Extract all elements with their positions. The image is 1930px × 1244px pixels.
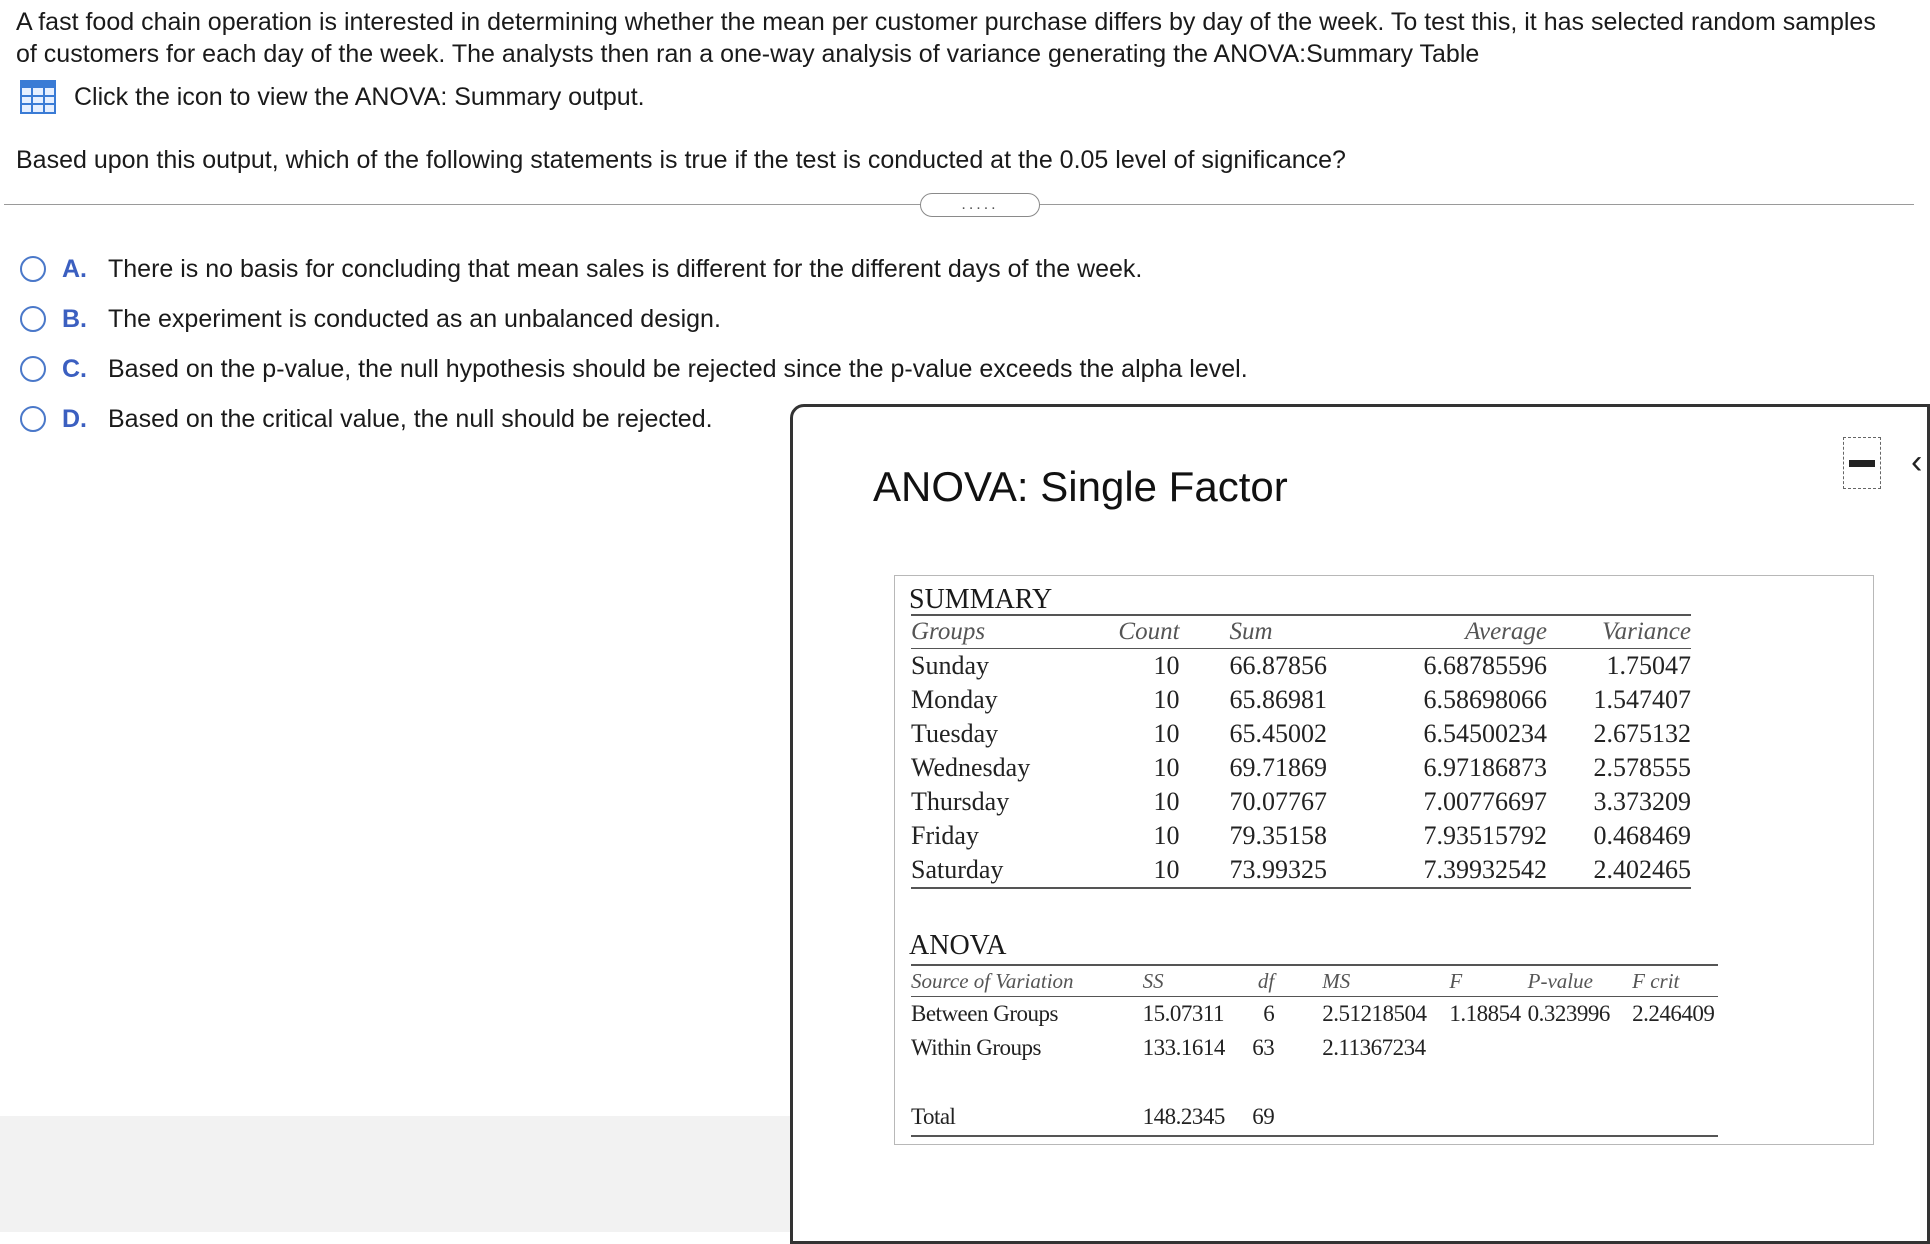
group-average: 7.00776697 [1423,787,1547,816]
group-variance: 2.578555 [1593,753,1691,782]
option-a[interactable] [20,244,1248,294]
table-row [911,683,1691,717]
group-average: 7.39932542 [1365,853,1547,888]
anova-output-image [894,575,1874,1145]
group-average: 7.93515792 [1423,821,1547,850]
view-output-link[interactable] [20,80,645,114]
view-output-link-text[interactable]: Click the icon to view the ANOVA: Summary output. [74,82,645,111]
summary-header-count: Count [1093,615,1180,649]
group-count: 10 [1153,821,1180,850]
group-average: 6.97186873 [1423,753,1547,782]
anova-header-ms: MS [1278,965,1449,997]
anova-table [911,964,1718,1137]
table-row-total [911,1099,1718,1136]
group-name: Saturday [911,853,1093,888]
group-name: Tuesday [911,719,999,748]
question-prompt: Based upon this output, which of the following statements is true if the test is conducted at the 0.05 level of significance? [16,146,1346,174]
group-sum: 70.07767 [1229,787,1328,816]
table-row [911,819,1691,853]
option-c-letter: C. [62,354,87,383]
source-between: Between Groups [911,1001,1058,1026]
group-sum: 73.99325 [1180,853,1365,888]
group-variance: 3.373209 [1593,787,1691,816]
question-intro [16,6,1896,70]
question-intro-text: A fast food chain operation is interested in determining whether the mean per customer purchase differs by day of the week. To test this, it has selected random samples of customers for each day of the week. The analysts then ran a one-way analysis of variance generating the ANOVA:Summary Table [16,8,1876,68]
table-row [911,717,1691,751]
ms-between: 2.51218504 [1322,1001,1427,1026]
summary-header-groups: Groups [911,615,1093,649]
table-row-between [911,997,1718,1032]
option-b[interactable] [20,294,1248,344]
anova-header-ss: SS [1143,965,1237,997]
option-a-text[interactable]: There is no basis for concluding that mean sales is different for the different days of the week. [108,254,1143,283]
anova-header-df: df [1237,965,1279,997]
radio-a[interactable] [20,256,46,282]
f-critical: 2.246409 [1632,1001,1715,1026]
df-total: 69 [1237,1099,1279,1136]
group-sum: 65.86981 [1229,685,1328,714]
group-variance: 2.675132 [1593,719,1691,748]
group-name: Monday [911,685,998,714]
group-variance: 0.468469 [1593,821,1691,850]
p-value: 0.323996 [1527,1001,1610,1026]
group-name: Sunday [911,651,989,680]
group-average: 6.58698066 [1423,685,1547,714]
group-average: 6.54500234 [1423,719,1547,748]
group-count: 10 [1153,685,1180,714]
group-sum: 79.35158 [1229,821,1328,850]
close-icon[interactable]: ‹ [1911,443,1923,481]
option-b-text[interactable]: The experiment is conducted as an unbalanced design. [108,304,721,333]
group-name: Thursday [911,787,1010,816]
option-a-letter: A. [62,254,87,283]
source-total: Total [911,1099,1143,1136]
group-sum: 65.45002 [1229,719,1328,748]
option-d-text[interactable]: Based on the critical value, the null should be rejected. [108,404,713,433]
group-variance: 2.402465 [1547,853,1691,888]
table-row-within [911,1031,1718,1065]
group-variance: 1.75047 [1606,651,1691,680]
expand-more-button[interactable]: ..... [920,193,1040,217]
option-c[interactable] [20,344,1248,394]
minimize-icon [1849,460,1875,467]
group-count: 10 [1153,787,1180,816]
summary-table [911,614,1691,889]
popup-title: ANOVA: Single Factor [873,463,1288,510]
summary-header-variance: Variance [1547,615,1691,649]
minimize-button[interactable] [1843,437,1881,489]
option-b-letter: B. [62,304,87,333]
df-between: 6 [1263,1001,1275,1026]
group-count: 10 [1153,753,1180,782]
group-count: 10 [1153,651,1180,680]
anova-header-f-crit: F crit [1632,965,1718,997]
table-row [911,649,1691,684]
source-within: Within Groups [911,1035,1041,1060]
group-sum: 69.71869 [1229,753,1328,782]
summary-header-average: Average [1365,615,1547,649]
anova-header-f: F [1449,965,1523,997]
group-count: 10 [1093,853,1180,888]
option-d-letter: D. [62,404,87,433]
anova-header-p-value: P-value [1524,965,1633,997]
ss-between: 15.07311 [1142,1001,1225,1026]
group-name: Wednesday [911,753,1031,782]
group-sum: 66.87856 [1229,651,1328,680]
table-row [911,785,1691,819]
radio-d[interactable] [20,406,46,432]
option-c-text[interactable]: Based on the p-value, the null hypothesis should be rejected since the p-value exceeds the alpha level. [108,354,1248,383]
anova-output-popup [790,404,1930,1244]
summary-header-sum: Sum [1180,615,1365,649]
summary-label: SUMMARY [909,584,1053,615]
table-row [911,853,1691,888]
footer-background [0,1116,790,1232]
radio-b[interactable] [20,306,46,332]
ss-total: 148.2345 [1143,1099,1237,1136]
group-average: 6.68785596 [1423,651,1547,680]
group-name: Friday [911,821,979,850]
radio-c[interactable] [20,356,46,382]
table-row [911,751,1691,785]
ss-within: 133.1614 [1142,1035,1225,1060]
group-variance: 1.547407 [1593,685,1691,714]
group-count: 10 [1153,719,1180,748]
f-statistic: 1.18854 [1449,1001,1521,1026]
anova-label: ANOVA [909,930,1007,961]
df-within: 63 [1252,1035,1275,1060]
table-icon[interactable] [20,80,56,114]
anova-header-source: Source of Variation [911,965,1143,997]
ms-within: 2.11367234 [1322,1035,1426,1060]
